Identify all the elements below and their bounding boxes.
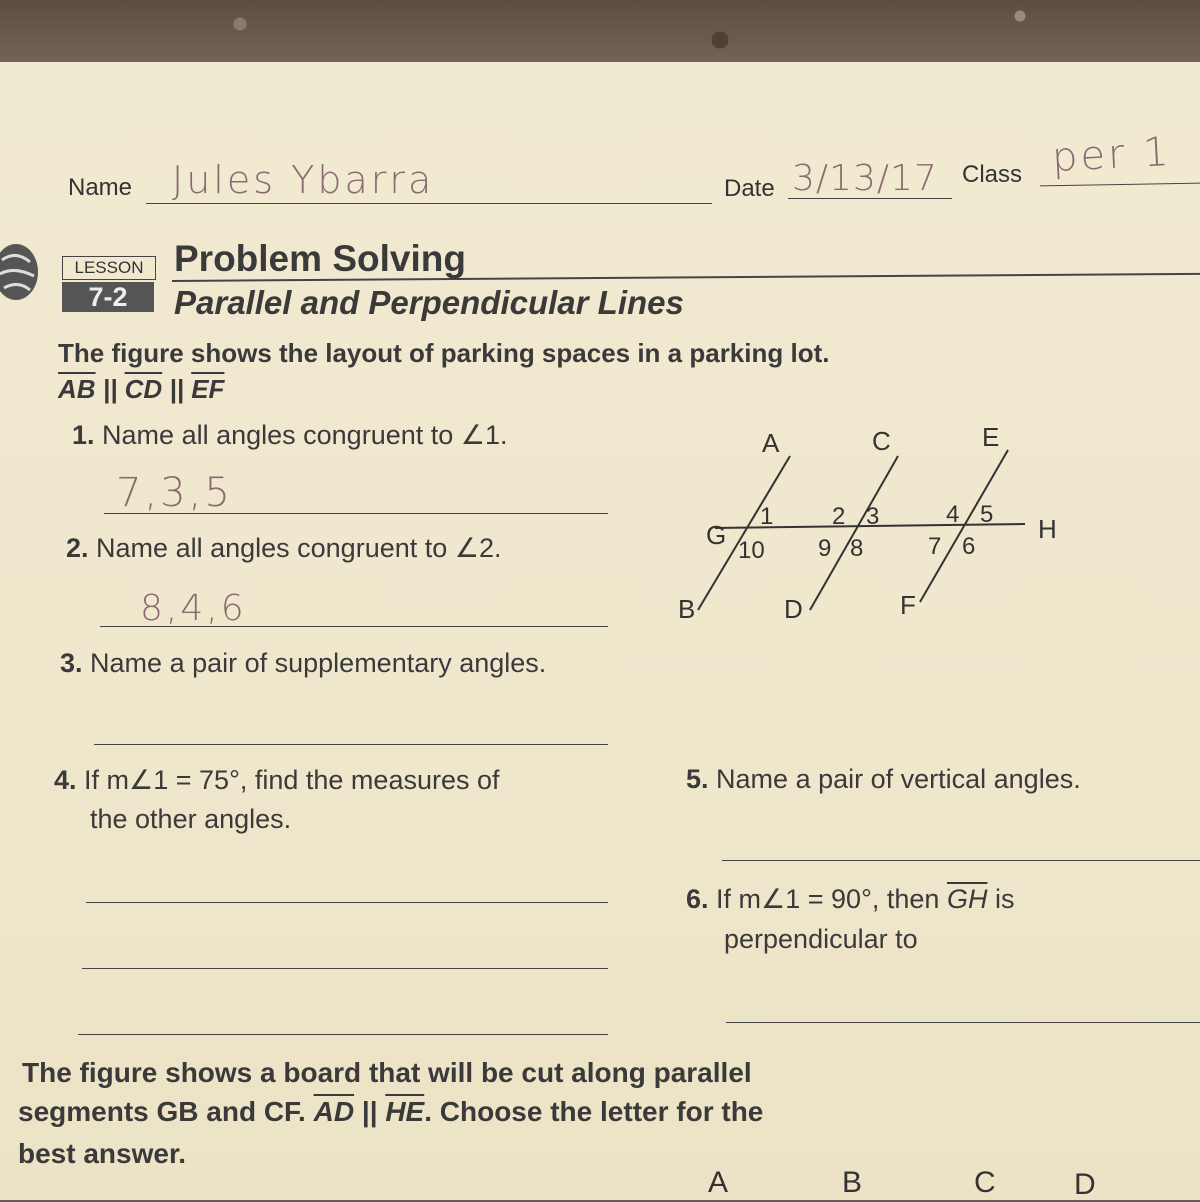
segment-he: $\overline{HE}$ [385,1096,425,1127]
segment-ef: $\overline{EF}$ [191,374,225,404]
class-value[interactable]: per 1 [1050,128,1173,182]
lesson-subtitle: Parallel and Perpendicular Lines [174,284,684,321]
question-1: 1. Name all angles congruent to ∠1. [72,420,508,450]
label-a: A [762,428,780,458]
board-letter-b: B [842,1166,863,1199]
board-intro-line1: The figure shows a board that will be cut along parallel [22,1057,752,1088]
answer-line-1 [104,513,608,514]
answer-line-4a[interactable] [86,902,608,903]
date-label: Date [724,175,775,202]
lesson-box: LESSON [62,256,156,280]
parallel-statement [58,374,224,405]
answer-line-4c[interactable] [78,1034,608,1035]
angle-10: 10 [738,537,765,564]
lesson-title: Problem Solving [174,238,466,279]
question-2: 2. Name all angles congruent to ∠2. [66,533,502,563]
name-label: Name [68,174,133,201]
label-c: C [872,426,891,456]
board-letter-a: A [708,1166,729,1199]
segment-ab: $\overline{AB}$ [58,374,96,404]
segment-ad: $\overline{AD}$ [313,1096,355,1127]
angle-3: 3 [866,503,880,530]
answer-line-5[interactable] [722,860,1200,861]
answer-line-3[interactable] [94,744,608,745]
angle-6: 6 [962,533,976,560]
angle-4: 4 [946,501,960,528]
angle-5: 5 [980,501,994,528]
name-value[interactable]: Jules Ybarra [172,158,435,202]
parallel-symbol: || [102,374,118,404]
answer-line-6[interactable] [726,1022,1200,1023]
date-value[interactable]: 3/13/17 [792,158,938,199]
question-5: 5. Name a pair of vertical angles. [686,764,1081,794]
parallel-symbol: || [169,374,184,404]
publisher-logo-icon [0,240,44,304]
board-intro-line3: best answer. [18,1138,187,1169]
answer-1[interactable]: 7,3,5 [116,470,233,516]
board-intro-line2: segments GB and CF. $\overline{AD}$ || $\overline{HE}$. Choose the letter for the [18,1096,764,1127]
segment-cd: $\overline{CD}$ [124,374,163,404]
angle-1: 1 [760,503,774,530]
answer-line-2 [100,626,608,627]
label-d: D [784,594,803,624]
board-letter-c: C [974,1166,996,1199]
label-f: F [900,590,916,620]
label-g: G [706,520,727,550]
line-cd [810,456,898,610]
segment-gh: $\overline{GH}$ [946,884,988,914]
answer-line-4b[interactable] [82,968,608,969]
lesson-number: 7-2 [62,282,154,312]
angle-2: 2 [832,503,846,530]
board-letter-d: D [1074,1168,1096,1201]
angle-8: 8 [850,535,864,562]
angle-7: 7 [928,533,942,560]
question-3: 3. Name a pair of supplementary angles. [60,648,547,678]
parking-lot-figure [670,418,1070,638]
name-underline [146,203,712,204]
angle-9: 9 [818,535,832,562]
label-b: B [678,594,696,624]
question-4: 4. If m∠1 = 75°, find the measures of [54,765,500,795]
intro-text: The figure shows the layout of parking spaces in a parking lot. [58,338,830,368]
answer-2[interactable]: 8,4,6 [140,588,247,629]
class-label: Class [962,161,1023,188]
label-e: E [982,422,1000,452]
label-h: H [1038,514,1057,544]
question-6: 6. If m∠1 = 90°, then $\overline{GH}$ is [686,884,1015,914]
question-6-line2: perpendicular to [724,924,918,954]
question-4-line2: the other angles. [90,804,292,834]
